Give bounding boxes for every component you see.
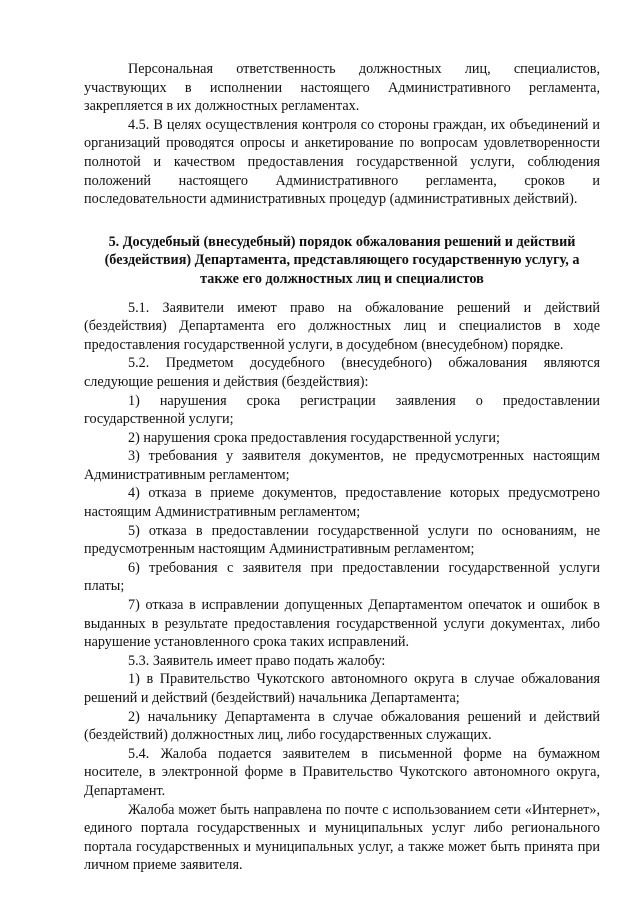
paragraph-5-2: 5.2. Предметом досудебного (внесудебного) обжалования являются следующие решения и действия (бездействия): <box>84 355 600 390</box>
list-item-5-2-1: 1) нарушения срока регистрации заявления о предоставлении государственной услуги; <box>84 392 600 428</box>
paragraph-4-5: 4.5. В целях осуществления контроля со стороны граждан, их объединений и организаций проводятся опросы и анкетирование по вопросам удовлетворенности полнотой и качеством предоставления государственной услуги, соблюдения положений настоящего Административного регламента, сроков и последовательности административных процедур (административных действий). <box>84 116 600 208</box>
list-item-5-2-4: 4) отказа в приеме документов, предоставление которых предусмотрено настоящим Административным регламентом; <box>84 485 600 521</box>
list-item-5-2-6: 6) требования с заявителя при предоставлении государственной услуги платы; <box>84 559 600 595</box>
paragraph-5-4: 5.4. Жалоба подается заявителем в письменной форме на бумажном носителе, в электронной форме в Правительство Чукотского автономного округа, Департамент. <box>84 745 600 799</box>
list-item-5-2-7: 7) отказа в исправлении допущенных Департаментом опечаток и ошибок в выданных в результате предоставления государственной услуги документах, либо нарушение установленного срока таких исправлений. <box>84 597 600 651</box>
list-item-5-2-3: 3) требования у заявителя документов, не предусмотренных настоящим Административным регламентом; <box>84 448 600 483</box>
paragraph-5-1: 5.1. Заявители имеют право на обжалование решений и действий (бездействия) Департамента его должностных лиц и специалистов в ходе предоставления государственной услуги, в досудебном (внесудебном) порядке. <box>84 299 600 353</box>
list-item-5-3-1: 1) в Правительство Чукотского автономного округа в случае обжалования решений и действий (бездействий) начальника Департамента; <box>84 671 600 706</box>
paragraph-responsibility: Персональная ответственность должностных лиц, специалистов, участвующих в исполнении настоящего Административного регламента, закрепляется в их должностных регламентах. <box>84 61 600 115</box>
list-item-5-2-2: 2) нарушения срока предоставления государственной услуги; <box>128 429 500 446</box>
section-heading-5: 5. Досудебный (внесудебный) порядок обжалования решений и действий (бездействия) Департамента, представляющего государственную услугу, а также его должностных лиц и специалистов <box>104 233 580 287</box>
document-page <box>84 60 600 875</box>
paragraph-complaint-delivery: Жалоба может быть направлена по почте с использованием сети «Интернет», единого портала государственных и муниципальных услуг либо регионального портала государственных и муниципальных услуг, а также может быть принята при личном приеме заявителя. <box>84 801 600 874</box>
paragraph-5-3: 5.3. Заявитель имеет право подать жалобу: <box>128 652 386 669</box>
list-item-5-2-5: 5) отказа в предоставлении государственной услуги по основаниям, не предусмотренным настоящим Административным регламентом; <box>84 522 600 558</box>
list-item-5-3-2: 2) начальнику Департамента в случае обжалования решений и действий (бездействий) должностных лиц, либо государственных служащих. <box>84 708 600 744</box>
